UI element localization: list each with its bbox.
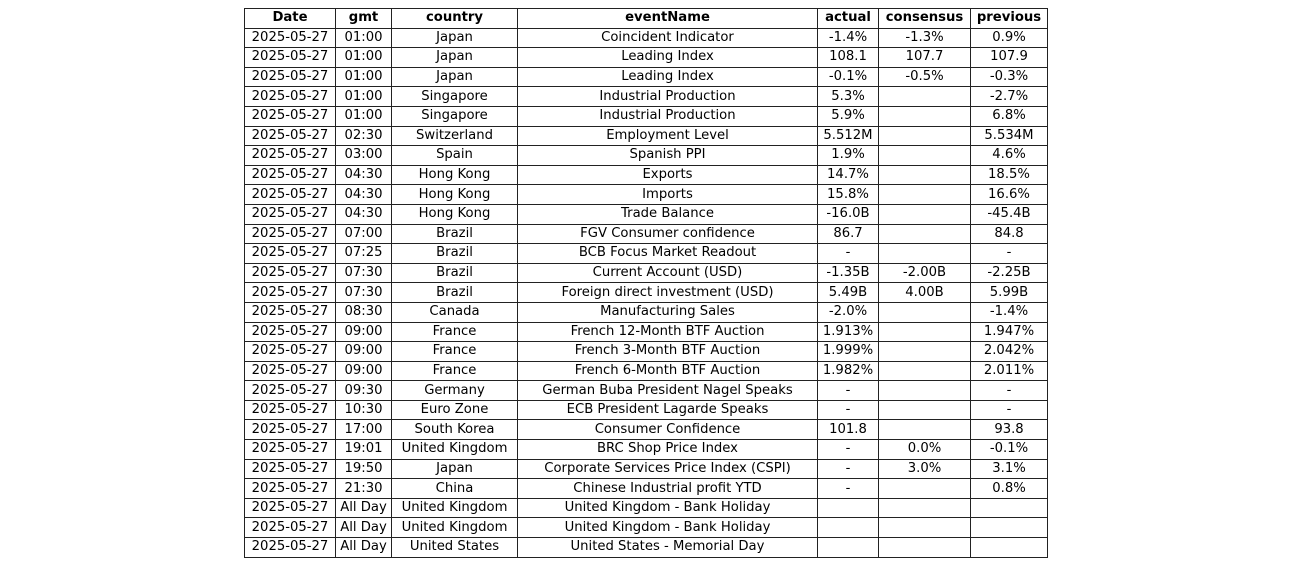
previous-cell: -1.4% [971, 302, 1048, 322]
event-name-cell: Current Account (USD) [518, 263, 818, 283]
country-cell: Brazil [392, 224, 518, 244]
gmt-cell: All Day [336, 498, 392, 518]
actual-cell: 5.512M [818, 126, 879, 146]
country-cell: United States [392, 538, 518, 558]
event-name-cell: Leading Index [518, 67, 818, 87]
actual-cell: 101.8 [818, 420, 879, 440]
event-name-cell: Trade Balance [518, 204, 818, 224]
actual-cell: - [818, 244, 879, 264]
table-row [245, 185, 1048, 205]
country-cell: United Kingdom [392, 498, 518, 518]
gmt-cell: 09:00 [336, 322, 392, 342]
consensus-cell [879, 342, 971, 362]
table-row [245, 48, 1048, 68]
consensus-cell: 107.7 [879, 48, 971, 68]
previous-cell: 4.6% [971, 146, 1048, 166]
gmt-cell: 07:00 [336, 224, 392, 244]
gmt-cell: 01:00 [336, 28, 392, 48]
event-name-cell: Exports [518, 165, 818, 185]
actual-cell [818, 518, 879, 538]
consensus-cell [879, 381, 971, 401]
table-row [245, 244, 1048, 264]
table-row [245, 87, 1048, 107]
previous-cell [971, 498, 1048, 518]
country-cell: Hong Kong [392, 185, 518, 205]
previous-cell [971, 538, 1048, 558]
event-name-cell: BCB Focus Market Readout [518, 244, 818, 264]
event-name-cell: ECB President Lagarde Speaks [518, 400, 818, 420]
consensus-cell: -0.5% [879, 67, 971, 87]
event-name-cell: Chinese Industrial profit YTD [518, 479, 818, 499]
event-name-cell: Manufacturing Sales [518, 302, 818, 322]
previous-cell: 93.8 [971, 420, 1048, 440]
event-name-cell: United States - Memorial Day [518, 538, 818, 558]
date-cell: 2025-05-27 [245, 518, 336, 538]
country-cell: Switzerland [392, 126, 518, 146]
country-cell: Spain [392, 146, 518, 166]
consensus-cell [879, 126, 971, 146]
date-cell: 2025-05-27 [245, 479, 336, 499]
date-cell: 2025-05-27 [245, 283, 336, 303]
country-cell: Japan [392, 28, 518, 48]
consensus-cell [879, 204, 971, 224]
table-row [245, 224, 1048, 244]
actual-cell: - [818, 381, 879, 401]
date-cell: 2025-05-27 [245, 165, 336, 185]
actual-cell: 86.7 [818, 224, 879, 244]
actual-cell: - [818, 440, 879, 460]
gmt-cell: 01:00 [336, 106, 392, 126]
previous-cell: - [971, 400, 1048, 420]
event-name-cell: Industrial Production [518, 87, 818, 107]
country-cell: Singapore [392, 106, 518, 126]
date-cell: 2025-05-27 [245, 420, 336, 440]
event-name-cell: Consumer Confidence [518, 420, 818, 440]
event-name-cell: United Kingdom - Bank Holiday [518, 518, 818, 538]
consensus-cell: -1.3% [879, 28, 971, 48]
event-name-cell: United Kingdom - Bank Holiday [518, 498, 818, 518]
date-cell: 2025-05-27 [245, 48, 336, 68]
event-name-cell: Industrial Production [518, 106, 818, 126]
gmt-cell: 17:00 [336, 420, 392, 440]
country-cell: France [392, 361, 518, 381]
event-name-cell: Corporate Services Price Index (CSPI) [518, 459, 818, 479]
actual-cell: -1.35B [818, 263, 879, 283]
date-cell: 2025-05-27 [245, 322, 336, 342]
gmt-cell: 09:00 [336, 361, 392, 381]
country-cell: Japan [392, 67, 518, 87]
table-row [245, 165, 1048, 185]
previous-cell: -0.3% [971, 67, 1048, 87]
date-cell: 2025-05-27 [245, 67, 336, 87]
date-cell: 2025-05-27 [245, 361, 336, 381]
actual-cell [818, 538, 879, 558]
country-cell: Hong Kong [392, 165, 518, 185]
gmt-cell: 07:30 [336, 263, 392, 283]
country-cell: Brazil [392, 244, 518, 264]
column-header-actual: actual [818, 9, 879, 29]
gmt-cell: 09:30 [336, 381, 392, 401]
gmt-cell: 10:30 [336, 400, 392, 420]
consensus-cell [879, 87, 971, 107]
event-name-cell: Foreign direct investment (USD) [518, 283, 818, 303]
date-cell: 2025-05-27 [245, 244, 336, 264]
country-cell: United Kingdom [392, 440, 518, 460]
event-name-cell: French 6-Month BTF Auction [518, 361, 818, 381]
event-name-cell: Leading Index [518, 48, 818, 68]
column-header-previous: previous [971, 9, 1048, 29]
actual-cell: 1.913% [818, 322, 879, 342]
gmt-cell: 01:00 [336, 48, 392, 68]
table-row [245, 400, 1048, 420]
actual-cell: 5.9% [818, 106, 879, 126]
country-cell: China [392, 479, 518, 499]
table-row [245, 381, 1048, 401]
event-name-cell: German Buba President Nagel Speaks [518, 381, 818, 401]
actual-cell: 1.999% [818, 342, 879, 362]
table-row [245, 538, 1048, 558]
gmt-cell: All Day [336, 538, 392, 558]
country-cell: Japan [392, 459, 518, 479]
country-cell: United Kingdom [392, 518, 518, 538]
previous-cell: 16.6% [971, 185, 1048, 205]
consensus-cell [879, 302, 971, 322]
country-cell: Euro Zone [392, 400, 518, 420]
gmt-cell: 01:00 [336, 87, 392, 107]
economic-calendar-table [244, 8, 1048, 558]
table-row [245, 126, 1048, 146]
table-row [245, 420, 1048, 440]
previous-cell: 107.9 [971, 48, 1048, 68]
gmt-cell: 04:30 [336, 185, 392, 205]
consensus-cell [879, 185, 971, 205]
table-body [245, 28, 1048, 557]
actual-cell: - [818, 479, 879, 499]
date-cell: 2025-05-27 [245, 302, 336, 322]
date-cell: 2025-05-27 [245, 263, 336, 283]
table-row [245, 479, 1048, 499]
consensus-cell [879, 518, 971, 538]
column-header-consensus: consensus [879, 9, 971, 29]
table-row [245, 342, 1048, 362]
event-name-cell: Employment Level [518, 126, 818, 146]
date-cell: 2025-05-27 [245, 185, 336, 205]
date-cell: 2025-05-27 [245, 126, 336, 146]
gmt-cell: 08:30 [336, 302, 392, 322]
header-row [245, 9, 1048, 29]
date-cell: 2025-05-27 [245, 381, 336, 401]
previous-cell: 2.042% [971, 342, 1048, 362]
previous-cell: - [971, 381, 1048, 401]
previous-cell: 5.99B [971, 283, 1048, 303]
country-cell: France [392, 342, 518, 362]
consensus-cell [879, 244, 971, 264]
consensus-cell [879, 224, 971, 244]
actual-cell: 1.982% [818, 361, 879, 381]
consensus-cell: 3.0% [879, 459, 971, 479]
table-row [245, 263, 1048, 283]
consensus-cell [879, 106, 971, 126]
table-row [245, 459, 1048, 479]
column-header-event-name: eventName [518, 9, 818, 29]
gmt-cell: 03:00 [336, 146, 392, 166]
date-cell: 2025-05-27 [245, 28, 336, 48]
table-header [245, 9, 1048, 29]
country-cell: Germany [392, 381, 518, 401]
actual-cell: -0.1% [818, 67, 879, 87]
previous-cell: 84.8 [971, 224, 1048, 244]
consensus-cell [879, 146, 971, 166]
date-cell: 2025-05-27 [245, 204, 336, 224]
gmt-cell: 19:50 [336, 459, 392, 479]
previous-cell: - [971, 244, 1048, 264]
date-cell: 2025-05-27 [245, 459, 336, 479]
country-cell: Brazil [392, 263, 518, 283]
date-cell: 2025-05-27 [245, 342, 336, 362]
country-cell: Canada [392, 302, 518, 322]
event-name-cell: FGV Consumer confidence [518, 224, 818, 244]
actual-cell: 5.49B [818, 283, 879, 303]
event-name-cell: Coincident Indicator [518, 28, 818, 48]
actual-cell: -1.4% [818, 28, 879, 48]
actual-cell: 1.9% [818, 146, 879, 166]
country-cell: Singapore [392, 87, 518, 107]
date-cell: 2025-05-27 [245, 146, 336, 166]
event-name-cell: Spanish PPI [518, 146, 818, 166]
gmt-cell: 04:30 [336, 165, 392, 185]
actual-cell: 15.8% [818, 185, 879, 205]
consensus-cell [879, 400, 971, 420]
actual-cell: -2.0% [818, 302, 879, 322]
consensus-cell [879, 538, 971, 558]
date-cell: 2025-05-27 [245, 106, 336, 126]
event-name-cell: French 12-Month BTF Auction [518, 322, 818, 342]
consensus-cell: 0.0% [879, 440, 971, 460]
country-cell: Hong Kong [392, 204, 518, 224]
gmt-cell: 07:30 [336, 283, 392, 303]
table-row [245, 146, 1048, 166]
table-row [245, 498, 1048, 518]
event-name-cell: French 3-Month BTF Auction [518, 342, 818, 362]
actual-cell: 108.1 [818, 48, 879, 68]
table-row [245, 518, 1048, 538]
country-cell: South Korea [392, 420, 518, 440]
table-row [245, 322, 1048, 342]
gmt-cell: 02:30 [336, 126, 392, 146]
gmt-cell: 04:30 [336, 204, 392, 224]
previous-cell: -0.1% [971, 440, 1048, 460]
date-cell: 2025-05-27 [245, 440, 336, 460]
consensus-cell [879, 361, 971, 381]
date-cell: 2025-05-27 [245, 224, 336, 244]
previous-cell: 5.534M [971, 126, 1048, 146]
gmt-cell: 19:01 [336, 440, 392, 460]
previous-cell: 6.8% [971, 106, 1048, 126]
actual-cell: - [818, 400, 879, 420]
column-header-country: country [392, 9, 518, 29]
previous-cell: 0.8% [971, 479, 1048, 499]
table-row [245, 106, 1048, 126]
column-header-date: Date [245, 9, 336, 29]
table-row [245, 67, 1048, 87]
country-cell: Japan [392, 48, 518, 68]
previous-cell: 18.5% [971, 165, 1048, 185]
consensus-cell: -2.00B [879, 263, 971, 283]
date-cell: 2025-05-27 [245, 538, 336, 558]
table-row [245, 361, 1048, 381]
consensus-cell [879, 479, 971, 499]
actual-cell: 14.7% [818, 165, 879, 185]
event-name-cell: BRC Shop Price Index [518, 440, 818, 460]
table-row [245, 204, 1048, 224]
country-cell: France [392, 322, 518, 342]
date-cell: 2025-05-27 [245, 498, 336, 518]
gmt-cell: 21:30 [336, 479, 392, 499]
date-cell: 2025-05-27 [245, 87, 336, 107]
actual-cell: 5.3% [818, 87, 879, 107]
previous-cell: -2.7% [971, 87, 1048, 107]
gmt-cell: 09:00 [336, 342, 392, 362]
actual-cell: - [818, 459, 879, 479]
consensus-cell [879, 322, 971, 342]
gmt-cell: All Day [336, 518, 392, 538]
gmt-cell: 01:00 [336, 67, 392, 87]
consensus-cell [879, 498, 971, 518]
actual-cell: -16.0B [818, 204, 879, 224]
consensus-cell [879, 420, 971, 440]
previous-cell: -45.4B [971, 204, 1048, 224]
actual-cell [818, 498, 879, 518]
table-row [245, 440, 1048, 460]
table-row [245, 302, 1048, 322]
consensus-cell: 4.00B [879, 283, 971, 303]
previous-cell: 2.011% [971, 361, 1048, 381]
previous-cell: 1.947% [971, 322, 1048, 342]
table-row [245, 283, 1048, 303]
gmt-cell: 07:25 [336, 244, 392, 264]
previous-cell: 0.9% [971, 28, 1048, 48]
previous-cell: -2.25B [971, 263, 1048, 283]
previous-cell: 3.1% [971, 459, 1048, 479]
event-name-cell: Imports [518, 185, 818, 205]
previous-cell [971, 518, 1048, 538]
economic-calendar-table-container [244, 8, 1048, 558]
country-cell: Brazil [392, 283, 518, 303]
table-row [245, 28, 1048, 48]
consensus-cell [879, 165, 971, 185]
date-cell: 2025-05-27 [245, 400, 336, 420]
column-header-gmt: gmt [336, 9, 392, 29]
